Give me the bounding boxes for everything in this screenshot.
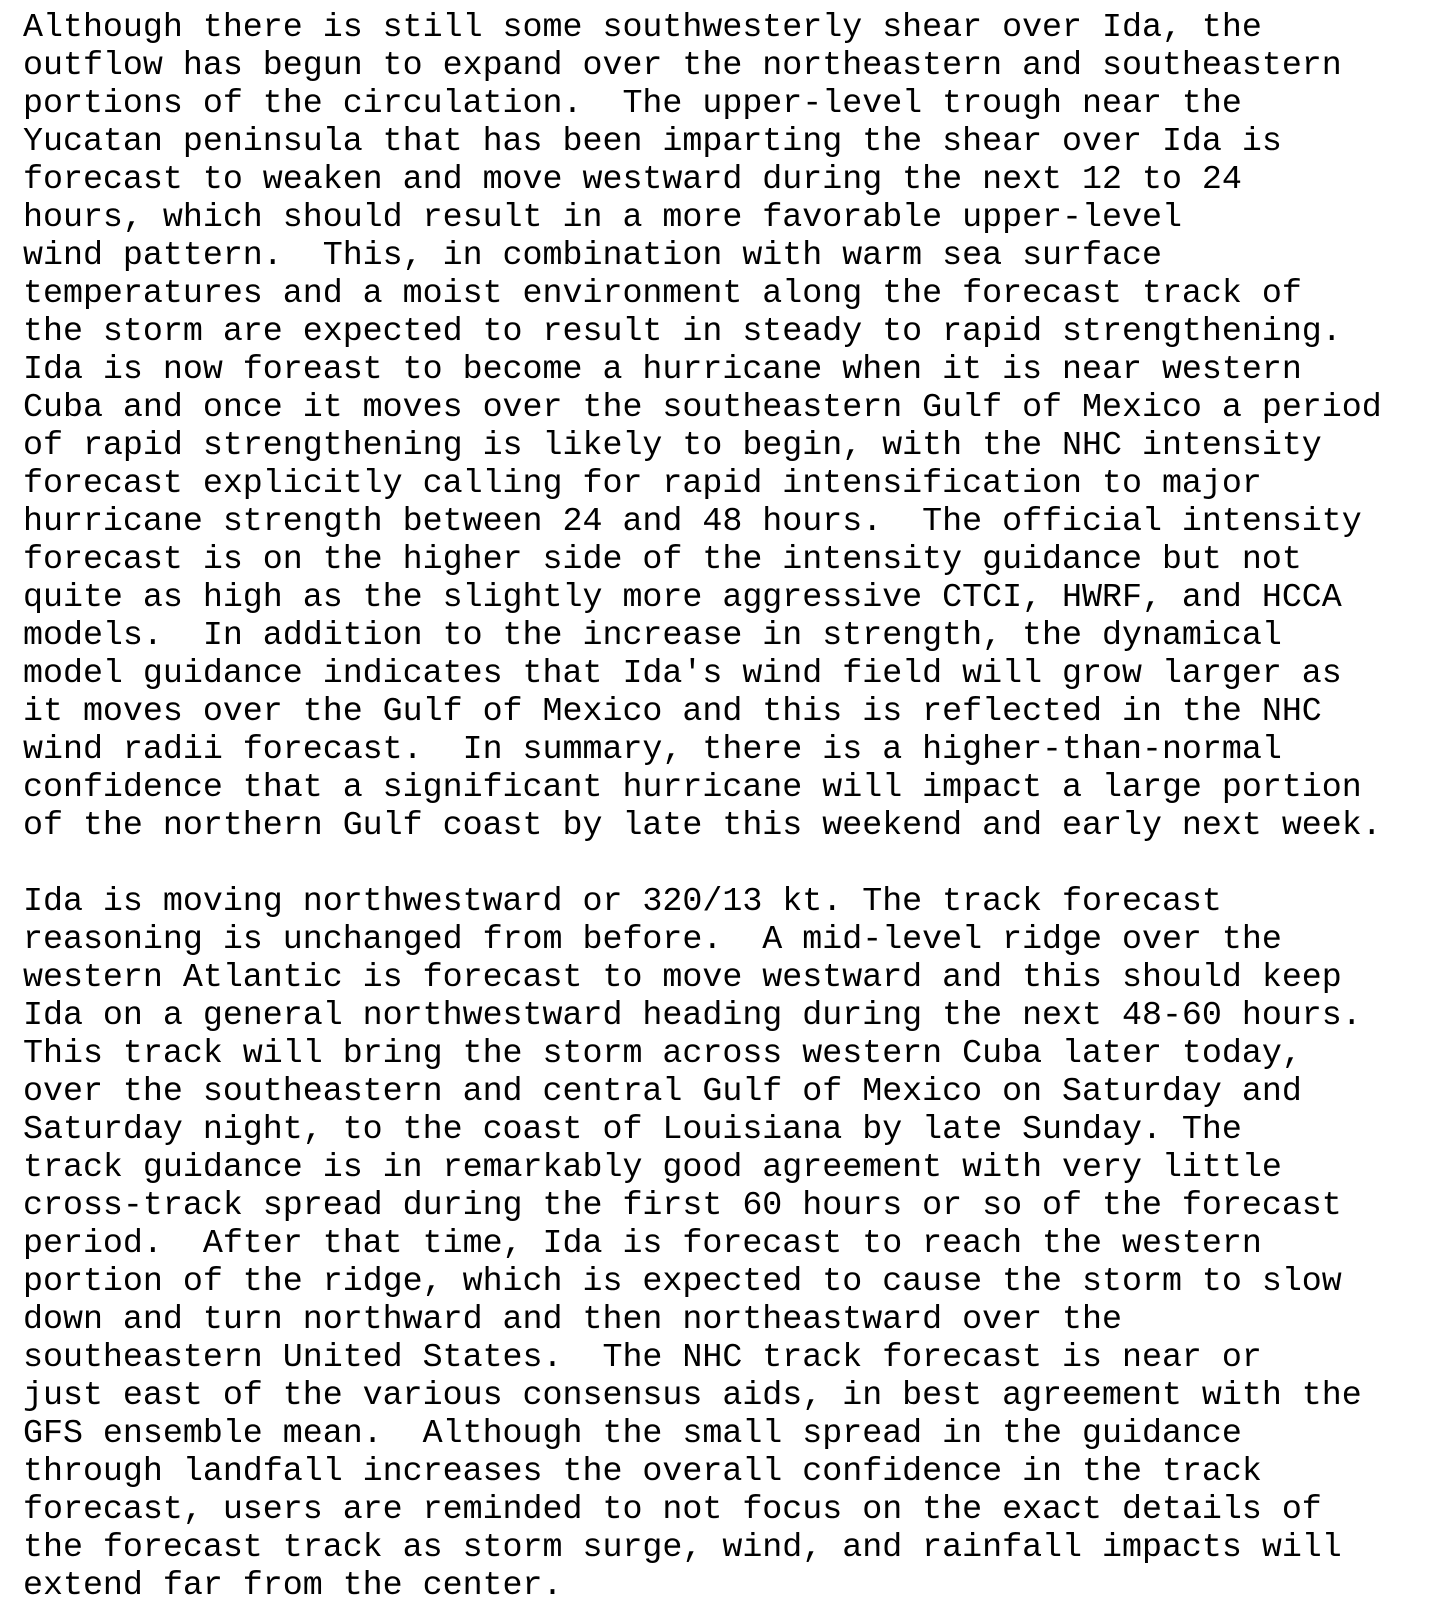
text-line: Saturday night, to the coast of Louisiana by late Sunday. The <box>23 1110 1242 1148</box>
text-line: the forecast track as storm surge, wind, and rainfall impacts will <box>23 1528 1342 1566</box>
text-line: forecast to weaken and move westward during the next 12 to 24 <box>23 160 1242 198</box>
paragraph-spacer <box>23 844 1382 882</box>
forecast-discussion-text <box>23 8 1382 1604</box>
text-line: wind pattern. This, in combination with warm sea surface <box>23 236 1162 274</box>
text-line: Ida is now foreast to become a hurricane when it is near western <box>23 350 1302 388</box>
text-line: models. In addition to the increase in strength, the dynamical <box>23 616 1282 654</box>
text-line: portion of the ridge, which is expected to cause the storm to slow <box>23 1262 1342 1300</box>
text-line: outflow has begun to expand over the northeastern and southeastern <box>23 46 1342 84</box>
text-line: wind radii forecast. In summary, there is a higher-than-normal <box>23 730 1282 768</box>
text-line: through landfall increases the overall confidence in the track <box>23 1452 1262 1490</box>
text-line: Cuba and once it moves over the southeastern Gulf of Mexico a period <box>23 388 1382 426</box>
text-line: it moves over the Gulf of Mexico and this is reflected in the NHC <box>23 692 1322 730</box>
text-line: quite as high as the slightly more aggressive CTCI, HWRF, and HCCA <box>23 578 1342 616</box>
track-paragraph <box>23 882 1382 1604</box>
text-line: GFS ensemble mean. Although the small spread in the guidance <box>23 1414 1242 1452</box>
text-line: just east of the various consensus aids, in best agreement with the <box>23 1376 1362 1414</box>
text-line: confidence that a significant hurricane will impact a large portion <box>23 768 1362 806</box>
text-line: hurricane strength between 24 and 48 hours. The official intensity <box>23 502 1362 540</box>
text-line: extend far from the center. <box>23 1566 563 1604</box>
text-line: western Atlantic is forecast to move westward and this should keep <box>23 958 1342 996</box>
intensity-paragraph <box>23 8 1382 844</box>
text-line: Yucatan peninsula that has been imparting the shear over Ida is <box>23 122 1282 160</box>
text-line: down and turn northward and then northeastward over the <box>23 1300 1122 1338</box>
text-line: the storm are expected to result in steady to rapid strengthening. <box>23 312 1342 350</box>
text-line: track guidance is in remarkably good agreement with very little <box>23 1148 1282 1186</box>
text-line: southeastern United States. The NHC track forecast is near or <box>23 1338 1262 1376</box>
text-line: reasoning is unchanged from before. A mid-level ridge over the <box>23 920 1282 958</box>
text-line: model guidance indicates that Ida's wind field will grow larger as <box>23 654 1342 692</box>
text-line: period. After that time, Ida is forecast to reach the western <box>23 1224 1262 1262</box>
text-line: This track will bring the storm across western Cuba later today, <box>23 1034 1302 1072</box>
text-line: forecast explicitly calling for rapid intensification to major <box>23 464 1262 502</box>
text-line: cross-track spread during the first 60 hours or so of the forecast <box>23 1186 1342 1224</box>
text-line: of the northern Gulf coast by late this weekend and early next week. <box>23 806 1382 844</box>
text-line: hours, which should result in a more favorable upper-level <box>23 198 1182 236</box>
text-line: over the southeastern and central Gulf of Mexico on Saturday and <box>23 1072 1302 1110</box>
text-line: Although there is still some southwesterly shear over Ida, the <box>23 8 1262 46</box>
text-line: forecast, users are reminded to not focus on the exact details of <box>23 1490 1322 1528</box>
text-line: temperatures and a moist environment along the forecast track of <box>23 274 1302 312</box>
text-line: Ida is moving northwestward or 320/13 kt. The track forecast <box>23 882 1222 920</box>
text-line: portions of the circulation. The upper-level trough near the <box>23 84 1242 122</box>
text-line: forecast is on the higher side of the intensity guidance but not <box>23 540 1302 578</box>
text-line: Ida on a general northwestward heading during the next 48-60 hours. <box>23 996 1362 1034</box>
text-line: of rapid strengthening is likely to begin, with the NHC intensity <box>23 426 1322 464</box>
